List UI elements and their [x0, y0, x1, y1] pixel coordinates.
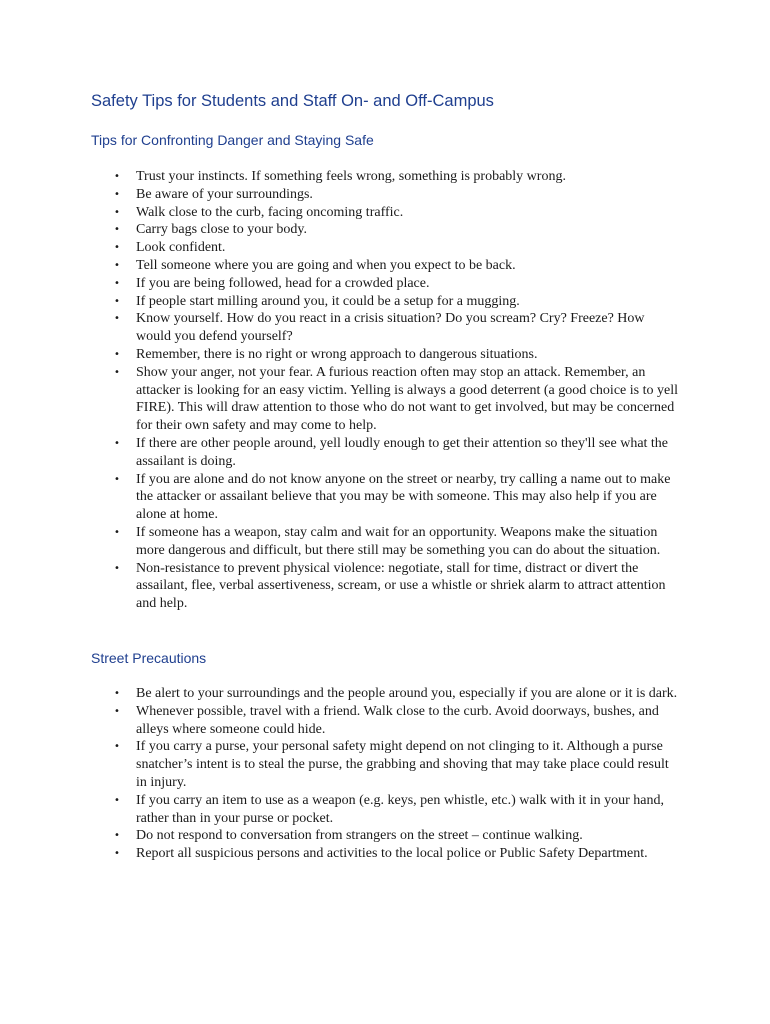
list-item: • Know yourself. How do you react in a crisis situation? Do you scream? Cry? Freeze? How would you defend yourself?: [136, 310, 681, 346]
list-item: • If you are alone and do not know anyone on the street or nearby, try calling a name out to make the attacker or assailant believe that you may be with someone. This may also help if you are alone at home.: [136, 471, 681, 524]
list-item: • Be aware of your surroundings.: [136, 186, 681, 204]
list-item: • Show your anger, not your fear. A furious reaction often may stop an attack. Remember, an attacker is looking for an easy victim. Yelling is always a good deterrent (a good choice is to yell FIRE). This will draw attention to those who do not want to get involved, but may be concerned for their own safety and may come to help.: [136, 364, 681, 435]
list-item: • Carry bags close to your body.: [136, 221, 681, 239]
list-item: • Non-resistance to prevent physical violence: negotiate, stall for time, distract or divert the assailant, flee, verbal assertiveness, scream, or use a whistle or shriek alarm to attract attention and help.: [136, 560, 681, 613]
list-item: • If you carry a purse, your personal safety might depend on not clinging to it. Although a purse snatcher’s intent is to steal the purse, the grabbing and shoving that may take place could result in injury.: [136, 738, 681, 791]
list-item: • If there are other people around, yell loudly enough to get their attention so they'll see what the assailant is doing.: [136, 435, 681, 471]
list-item: • If people start milling around you, it could be a setup for a mugging.: [136, 293, 681, 311]
list-item: • Trust your instincts. If something feels wrong, something is probably wrong.: [136, 168, 681, 186]
list-item: • Be alert to your surroundings and the people around you, especially if you are alone or it is dark.: [136, 685, 681, 703]
list-item: • Look confident.: [136, 239, 681, 257]
list-item: • Walk close to the curb, facing oncoming traffic.: [136, 204, 681, 222]
street-precautions-list: [0, 685, 770, 863]
list-item: • Remember, there is no right or wrong approach to dangerous situations.: [136, 346, 681, 364]
section-heading-confronting-danger: Tips for Confronting Danger and Staying Safe: [91, 132, 374, 148]
list-item: • Report all suspicious persons and activities to the local police or Public Safety Department.: [136, 845, 681, 863]
list-item: • Tell someone where you are going and when you expect to be back.: [136, 257, 681, 275]
list-item: • If you are being followed, head for a crowded place.: [136, 275, 681, 293]
section-heading-street-precautions: Street Precautions: [91, 650, 207, 666]
page-title: Safety Tips for Students and Staff On- and Off-Campus: [91, 92, 494, 110]
list-item: • If someone has a weapon, stay calm and wait for an opportunity. Weapons make the situation more dangerous and difficult, but there still may be something you can do about the situation.: [136, 524, 681, 560]
list-item: • Do not respond to conversation from strangers on the street – continue walking.: [136, 827, 681, 845]
list-item: • If you carry an item to use as a weapon (e.g. keys, pen whistle, etc.) walk with it in your hand, rather than in your purse or pocket.: [136, 792, 681, 828]
list-item: • Whenever possible, travel with a friend. Walk close to the curb. Avoid doorways, bushes, and alleys where someone could hide.: [136, 703, 681, 739]
confronting-danger-list: [0, 168, 770, 613]
